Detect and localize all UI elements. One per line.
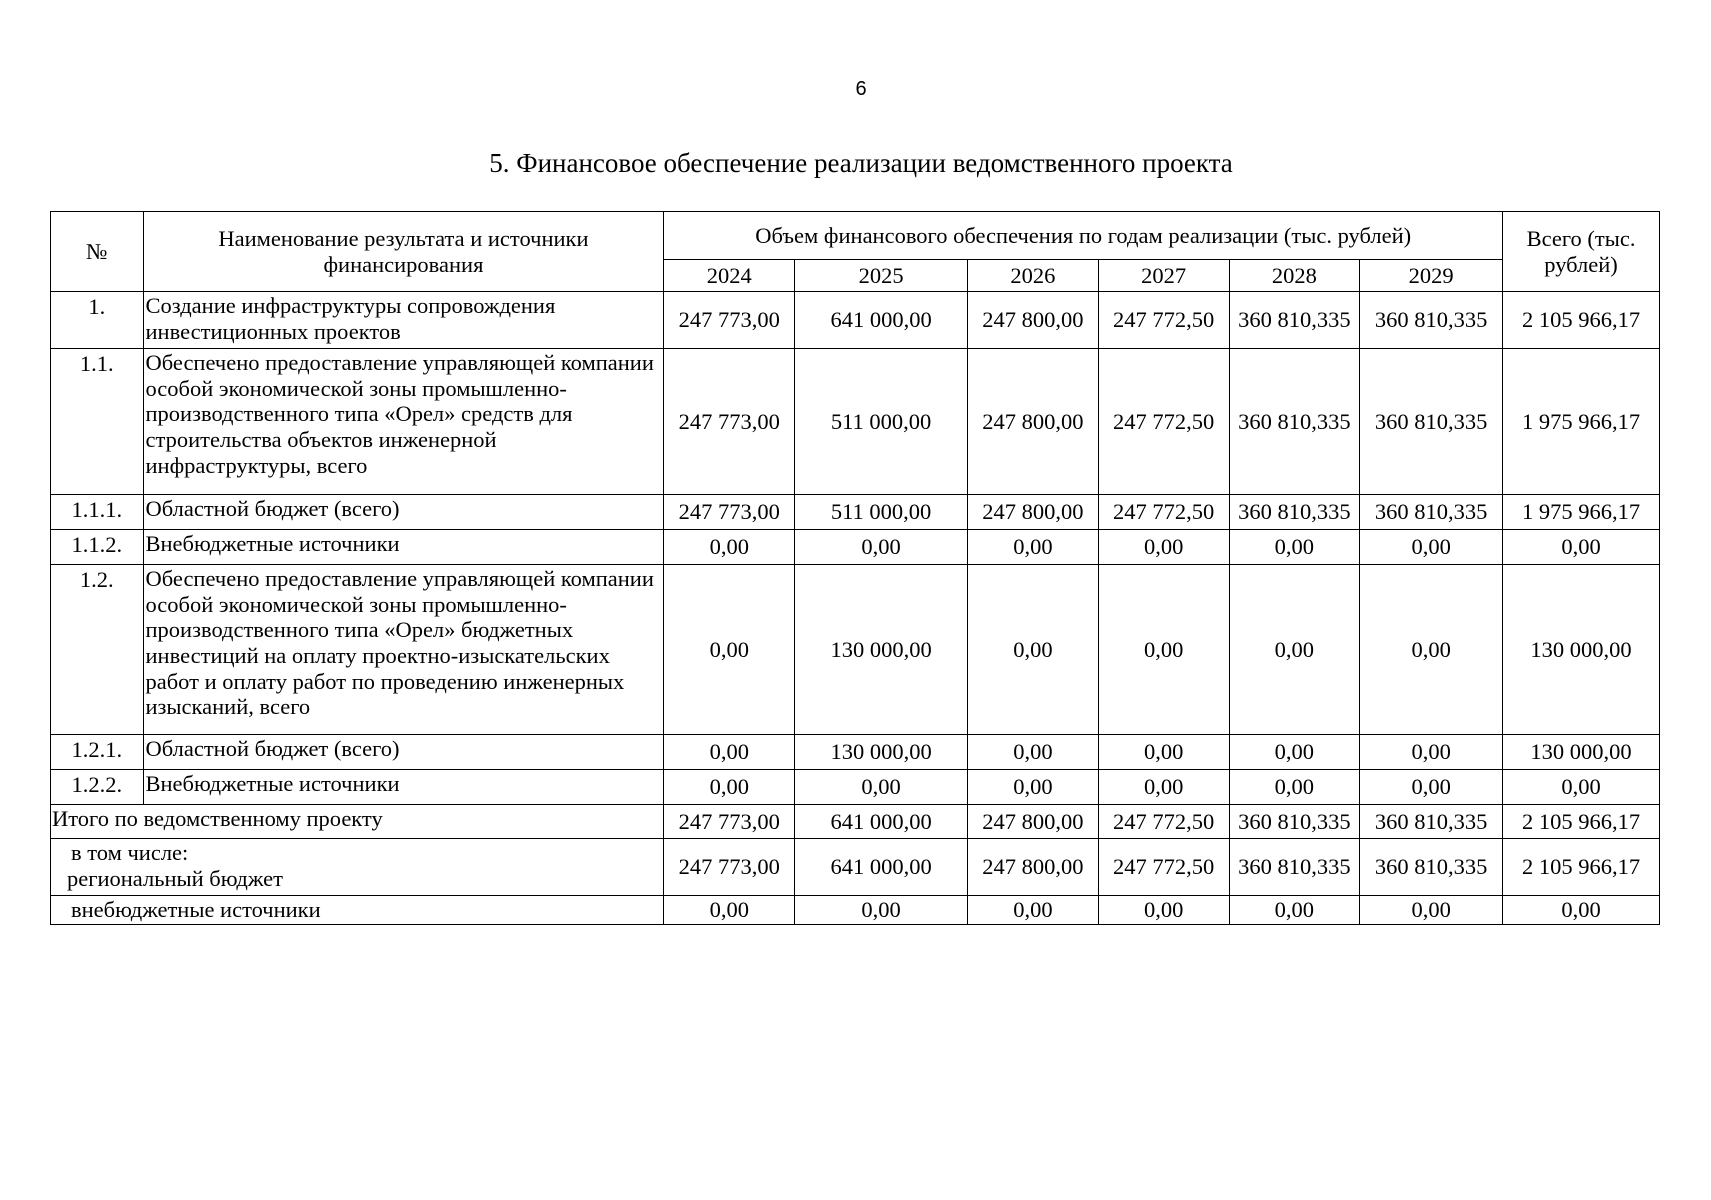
row-name: Областной бюджет (всего)	[143, 735, 664, 770]
row-value: 0,00	[1098, 565, 1229, 735]
summary-value: 247 772,50	[1098, 839, 1229, 896]
table-row	[51, 495, 1660, 530]
header-volume: Объем финансового обеспечения по годам реализации (тыс. рублей)	[664, 212, 1503, 260]
row-value: 0,00	[1360, 530, 1503, 565]
header-year: 2027	[1098, 260, 1229, 292]
row-number: 1.2.	[51, 565, 144, 735]
summary-value: 360 810,335	[1229, 839, 1360, 896]
header-year: 2025	[795, 260, 968, 292]
row-name: Внебюджетные источники	[143, 770, 664, 805]
header-year: 2024	[664, 260, 795, 292]
summary-label: внебюджетные источники	[51, 896, 664, 925]
row-value: 360 810,335	[1360, 292, 1503, 349]
row-total: 0,00	[1503, 770, 1660, 805]
row-value: 0,00	[795, 530, 968, 565]
row-value: 0,00	[1229, 530, 1360, 565]
row-value: 0,00	[968, 735, 1099, 770]
row-value: 511 000,00	[795, 349, 968, 495]
row-value: 247 773,00	[664, 495, 795, 530]
summary-row	[51, 896, 1660, 925]
header-year: 2026	[968, 260, 1099, 292]
row-value: 0,00	[1229, 735, 1360, 770]
summary-value: 0,00	[795, 896, 968, 925]
summary-label	[51, 839, 664, 896]
row-value: 0,00	[1098, 770, 1229, 805]
summary-label-line: региональный бюджет	[67, 865, 283, 891]
row-value: 247 772,50	[1098, 292, 1229, 349]
row-value: 0,00	[664, 770, 795, 805]
row-value: 0,00	[664, 530, 795, 565]
row-name: Обеспечено предоставление управляющей компании особой экономической зоны промышленно-производственного типа «Орел» средств для строительства объектов инженерной инфраструктуры, всего	[143, 349, 664, 495]
summary-label: Итого по ведомственному проекту	[51, 805, 664, 839]
summary-row	[51, 839, 1660, 896]
table-header	[51, 212, 1660, 292]
row-name: Областной бюджет (всего)	[143, 495, 664, 530]
row-name: Внебюджетные источники	[143, 530, 664, 565]
table-row	[51, 735, 1660, 770]
summary-value: 360 810,335	[1360, 839, 1503, 896]
row-value: 641 000,00	[795, 292, 968, 349]
table-row	[51, 565, 1660, 735]
row-number: 1.1.	[51, 349, 144, 495]
row-number: 1.2.2.	[51, 770, 144, 805]
section-title: 5. Финансовое обеспечение реализации ведомственного проекта	[489, 148, 1233, 178]
row-value: 0,00	[1098, 735, 1229, 770]
row-name: Обеспечено предоставление управляющей компании особой экономической зоны промышленно-производственного типа «Орел» бюджетных инвестиций на оплату проектно-изыскательских работ и оплату работ по проведению инженерных изысканий, всего	[143, 565, 664, 735]
header-number: №	[51, 212, 144, 292]
row-total: 130 000,00	[1503, 565, 1660, 735]
row-value: 0,00	[1098, 530, 1229, 565]
row-value: 0,00	[968, 565, 1099, 735]
row-value: 0,00	[968, 530, 1099, 565]
summary-value: 247 800,00	[968, 805, 1099, 839]
row-total: 2 105 966,17	[1503, 292, 1660, 349]
summary-total: 0,00	[1503, 896, 1660, 925]
table-row	[51, 770, 1660, 805]
row-value: 0,00	[1360, 770, 1503, 805]
summary-label-line: в том числе:	[71, 840, 189, 865]
row-number: 1.2.1.	[51, 735, 144, 770]
row-value: 0,00	[1360, 565, 1503, 735]
row-value: 360 810,335	[1229, 349, 1360, 495]
row-name: Создание инфраструктуры сопровождения инвестиционных проектов	[143, 292, 664, 349]
row-value: 247 773,00	[664, 349, 795, 495]
header-year: 2029	[1360, 260, 1503, 292]
summary-value: 0,00	[968, 896, 1099, 925]
row-number: 1.1.2.	[51, 530, 144, 565]
summary-row	[51, 805, 1660, 839]
table-row	[51, 349, 1660, 495]
row-value: 247 772,50	[1098, 349, 1229, 495]
row-number: 1.1.1.	[51, 495, 144, 530]
row-value: 0,00	[1229, 565, 1360, 735]
row-total: 0,00	[1503, 530, 1660, 565]
row-value: 0,00	[1360, 735, 1503, 770]
row-total: 130 000,00	[1503, 735, 1660, 770]
summary-value: 0,00	[1229, 896, 1360, 925]
table-body	[51, 292, 1660, 925]
table-row	[51, 292, 1660, 349]
table-row	[51, 530, 1660, 565]
row-value: 130 000,00	[795, 565, 968, 735]
row-value: 0,00	[968, 770, 1099, 805]
summary-value: 0,00	[664, 896, 795, 925]
row-value: 130 000,00	[795, 735, 968, 770]
row-value: 0,00	[795, 770, 968, 805]
summary-value: 247 772,50	[1098, 805, 1229, 839]
page-number: 6	[855, 78, 867, 100]
row-total: 1 975 966,17	[1503, 349, 1660, 495]
row-value: 360 810,335	[1229, 495, 1360, 530]
row-value: 0,00	[1229, 770, 1360, 805]
row-value: 247 800,00	[968, 292, 1099, 349]
summary-value: 641 000,00	[795, 805, 968, 839]
summary-value: 247 773,00	[664, 805, 795, 839]
financing-table	[50, 211, 1660, 925]
row-value: 360 810,335	[1229, 292, 1360, 349]
row-value: 0,00	[664, 735, 795, 770]
summary-value: 0,00	[1098, 896, 1229, 925]
summary-value: 247 800,00	[968, 839, 1099, 896]
row-number: 1.	[51, 292, 144, 349]
row-total: 1 975 966,17	[1503, 495, 1660, 530]
row-value: 247 800,00	[968, 495, 1099, 530]
summary-total: 2 105 966,17	[1503, 839, 1660, 896]
header-name: Наименование результата и источники финансирования	[143, 212, 664, 292]
row-value: 247 772,50	[1098, 495, 1229, 530]
row-value: 247 773,00	[664, 292, 795, 349]
row-value: 0,00	[664, 565, 795, 735]
summary-value: 0,00	[1360, 896, 1503, 925]
summary-value: 360 810,335	[1360, 805, 1503, 839]
row-value: 511 000,00	[795, 495, 968, 530]
summary-value: 247 773,00	[664, 839, 795, 896]
row-value: 360 810,335	[1360, 495, 1503, 530]
summary-total: 2 105 966,17	[1503, 805, 1660, 839]
header-year: 2028	[1229, 260, 1360, 292]
header-total: Всего (тыс. рублей)	[1503, 212, 1660, 292]
row-value: 360 810,335	[1360, 349, 1503, 495]
row-value: 247 800,00	[968, 349, 1099, 495]
summary-value: 641 000,00	[795, 839, 968, 896]
summary-value: 360 810,335	[1229, 805, 1360, 839]
